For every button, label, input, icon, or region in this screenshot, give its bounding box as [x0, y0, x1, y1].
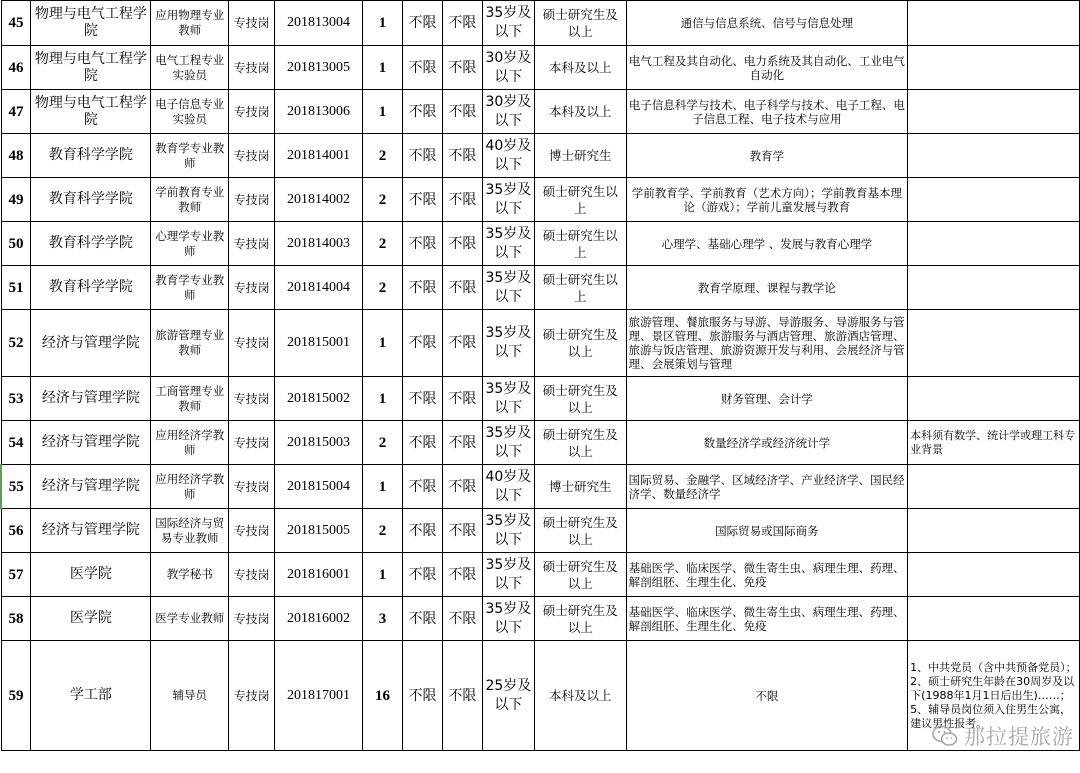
headcount-cell: 2 — [363, 509, 403, 553]
education-cell: 硕士研究生及以上 — [534, 553, 626, 597]
headcount-cell: 1 — [363, 90, 403, 134]
age-cell: 35岁及以下 — [482, 1, 534, 46]
major-cell: 电子信息科学与技术、电子科学与技术、电子工程、电子信息工程、电子技术与应用 — [626, 90, 908, 134]
position-code-cell: 201815004 — [275, 465, 363, 509]
position-cell: 教育学专业教师 — [151, 134, 229, 178]
position-cell: 心理学专业教师 — [151, 222, 229, 266]
requirement-cell: 不限 — [402, 465, 442, 509]
post-type-cell: 专技岗 — [229, 509, 275, 553]
department-cell: 物理与电气工程学院 — [31, 90, 151, 134]
position-code-cell: 201817001 — [275, 641, 363, 751]
table-row — [1, 421, 1080, 465]
note-cell — [908, 1, 1080, 46]
major-cell: 基础医学、临床医学、微生寄生虫、病理生理、药理、解剖组胚、生理生化、免疫 — [626, 553, 908, 597]
department-cell: 经济与管理学院 — [31, 310, 151, 377]
row-number: 55 — [1, 465, 31, 509]
row-number: 59 — [1, 641, 31, 751]
headcount-cell: 2 — [363, 421, 403, 465]
requirement-cell: 不限 — [402, 1, 442, 46]
requirement-cell: 不限 — [442, 46, 482, 90]
age-cell: 35岁及以下 — [482, 509, 534, 553]
position-cell: 国际经济与贸易专业教师 — [151, 509, 229, 553]
age-cell: 35岁及以下 — [482, 266, 534, 310]
position-cell: 旅游管理专业教师 — [151, 310, 229, 377]
department-cell: 教育科学学院 — [31, 222, 151, 266]
requirement-cell: 不限 — [442, 377, 482, 421]
headcount-cell: 3 — [363, 597, 403, 641]
headcount-cell: 2 — [363, 178, 403, 222]
age-cell: 25岁及以下 — [482, 641, 534, 751]
note-cell — [908, 266, 1080, 310]
post-type-cell: 专技岗 — [229, 46, 275, 90]
position-code-cell: 201816001 — [275, 553, 363, 597]
education-cell: 硕士研究生及以上 — [534, 597, 626, 641]
education-cell: 硕士研究生以上 — [534, 222, 626, 266]
requirement-cell: 不限 — [402, 90, 442, 134]
post-type-cell: 专技岗 — [229, 266, 275, 310]
row-number: 53 — [1, 377, 31, 421]
headcount-cell: 1 — [363, 377, 403, 421]
table-row — [1, 134, 1080, 178]
department-cell: 教育科学学院 — [31, 266, 151, 310]
note-cell — [908, 178, 1080, 222]
requirement-cell: 不限 — [402, 421, 442, 465]
major-cell: 国际贸易、金融学、区域经济学、产业经济学、国民经济学、数量经济学 — [626, 465, 908, 509]
requirement-cell: 不限 — [442, 641, 482, 751]
age-cell: 35岁及以下 — [482, 178, 534, 222]
watermark-text: 那拉提旅游 — [964, 725, 1074, 749]
requirement-cell: 不限 — [442, 178, 482, 222]
requirement-cell: 不限 — [402, 266, 442, 310]
major-cell: 学前教育学、学前教育（艺术方向）；学前教育基本理论（游戏）；学前儿童发展与教育 — [626, 178, 908, 222]
position-cell: 教育学专业教师 — [151, 266, 229, 310]
education-cell: 本科及以上 — [534, 90, 626, 134]
post-type-cell: 专技岗 — [229, 597, 275, 641]
requirement-cell: 不限 — [402, 509, 442, 553]
headcount-cell: 1 — [363, 553, 403, 597]
row-number: 48 — [1, 134, 31, 178]
requirement-cell: 不限 — [402, 377, 442, 421]
headcount-cell: 1 — [363, 46, 403, 90]
note-cell — [908, 46, 1080, 90]
table-row — [1, 266, 1080, 310]
position-code-cell: 201813006 — [275, 90, 363, 134]
table-row — [1, 310, 1080, 377]
major-cell: 不限 — [626, 641, 908, 751]
headcount-cell: 1 — [363, 465, 403, 509]
headcount-cell: 1 — [363, 310, 403, 377]
table-row — [1, 465, 1080, 509]
age-cell: 30岁及以下 — [482, 46, 534, 90]
department-cell: 教育科学学院 — [31, 134, 151, 178]
row-number: 52 — [1, 310, 31, 377]
position-cell: 学前教育专业教师 — [151, 178, 229, 222]
age-cell: 35岁及以下 — [482, 377, 534, 421]
age-cell: 40岁及以下 — [482, 134, 534, 178]
education-cell: 硕士研究生及以上 — [534, 377, 626, 421]
post-type-cell: 专技岗 — [229, 465, 275, 509]
position-code-cell: 201814001 — [275, 134, 363, 178]
requirement-cell: 不限 — [442, 310, 482, 377]
row-number: 56 — [1, 509, 31, 553]
position-code-cell: 201813004 — [275, 1, 363, 46]
note-cell — [908, 509, 1080, 553]
major-cell: 教育学 — [626, 134, 908, 178]
major-cell: 旅游管理、餐旅服务与导游、导游服务、导游服务与管理、景区管理、旅游服务与酒店管理、旅游酒店管理、旅游与饭店管理、旅游资源开发与利用、会展经济与管理、会展策划与管理 — [626, 310, 908, 377]
major-cell: 教育学原理、课程与教学论 — [626, 266, 908, 310]
requirement-cell: 不限 — [402, 222, 442, 266]
headcount-cell: 1 — [363, 1, 403, 46]
note-cell: 本科须有数学、统计学或理工科专业背景 — [908, 421, 1080, 465]
requirement-cell: 不限 — [442, 509, 482, 553]
requirement-cell: 不限 — [442, 266, 482, 310]
department-cell: 教育科学学院 — [31, 178, 151, 222]
requirement-cell: 不限 — [442, 1, 482, 46]
department-cell: 学工部 — [31, 641, 151, 751]
note-cell — [908, 465, 1080, 509]
post-type-cell: 专技岗 — [229, 1, 275, 46]
major-cell: 电气工程及其自动化、电力系统及其自动化、工业电气自动化 — [626, 46, 908, 90]
row-number: 45 — [1, 1, 31, 46]
headcount-cell: 16 — [363, 641, 403, 751]
note-cell — [908, 134, 1080, 178]
major-cell: 国际贸易或国际商务 — [626, 509, 908, 553]
row-number: 46 — [1, 46, 31, 90]
position-code-cell: 201815002 — [275, 377, 363, 421]
major-cell: 财务管理、会计学 — [626, 377, 908, 421]
headcount-cell: 2 — [363, 134, 403, 178]
department-cell: 物理与电气工程学院 — [31, 46, 151, 90]
post-type-cell: 专技岗 — [229, 134, 275, 178]
note-cell — [908, 597, 1080, 641]
department-cell: 经济与管理学院 — [31, 421, 151, 465]
education-cell: 博士研究生 — [534, 465, 626, 509]
requirement-cell: 不限 — [442, 553, 482, 597]
education-cell: 硕士研究生及以上 — [534, 310, 626, 377]
table-row — [1, 597, 1080, 641]
education-cell: 硕士研究生及以上 — [534, 509, 626, 553]
requirement-cell: 不限 — [402, 553, 442, 597]
age-cell: 35岁及以下 — [482, 310, 534, 377]
table-row — [1, 46, 1080, 90]
row-number: 54 — [1, 421, 31, 465]
age-cell: 35岁及以下 — [482, 421, 534, 465]
requirement-cell: 不限 — [402, 46, 442, 90]
headcount-cell: 2 — [363, 266, 403, 310]
position-code-cell: 201815005 — [275, 509, 363, 553]
major-cell: 数量经济学或经济统计学 — [626, 421, 908, 465]
note-cell — [908, 377, 1080, 421]
note-cell — [908, 310, 1080, 377]
note-cell: 1、中共党员（含中共预备党员）；2、硕士研究生年龄在30周岁及以下(1988年1月1日后出生)……；5、辅导员岗位须入住男生公寓，建议男性报考。 — [908, 641, 1080, 751]
position-code-cell: 201813005 — [275, 46, 363, 90]
age-cell: 35岁及以下 — [482, 222, 534, 266]
department-cell: 医学院 — [31, 553, 151, 597]
row-number: 47 — [1, 90, 31, 134]
position-code-cell: 201814002 — [275, 178, 363, 222]
requirement-cell: 不限 — [442, 90, 482, 134]
note-cell — [908, 553, 1080, 597]
position-cell: 电子信息专业实验员 — [151, 90, 229, 134]
post-type-cell: 专技岗 — [229, 421, 275, 465]
table-row — [1, 1, 1080, 46]
requirement-cell: 不限 — [442, 597, 482, 641]
requirement-cell: 不限 — [402, 641, 442, 751]
post-type-cell: 专技岗 — [229, 310, 275, 377]
requirement-cell: 不限 — [442, 421, 482, 465]
position-cell: 应用经济学教师 — [151, 421, 229, 465]
row-number: 57 — [1, 553, 31, 597]
position-code-cell: 201814004 — [275, 266, 363, 310]
row-number: 51 — [1, 266, 31, 310]
department-cell: 经济与管理学院 — [31, 465, 151, 509]
position-cell: 电气工程专业实验员 — [151, 46, 229, 90]
post-type-cell: 专技岗 — [229, 553, 275, 597]
major-cell: 心理学、基础心理学 、发展与教育心理学 — [626, 222, 908, 266]
requirement-cell: 不限 — [402, 310, 442, 377]
row-number: 49 — [1, 178, 31, 222]
department-cell: 医学院 — [31, 597, 151, 641]
row-number: 58 — [1, 597, 31, 641]
table-row — [1, 641, 1080, 751]
education-cell: 硕士研究生及以上 — [534, 1, 626, 46]
post-type-cell: 专技岗 — [229, 178, 275, 222]
major-cell: 通信与信息系统、信号与信息处理 — [626, 1, 908, 46]
position-cell: 辅导员 — [151, 641, 229, 751]
table-row — [1, 222, 1080, 266]
headcount-cell: 2 — [363, 222, 403, 266]
position-code-cell: 201814003 — [275, 222, 363, 266]
table-row — [1, 178, 1080, 222]
note-cell — [908, 90, 1080, 134]
education-cell: 硕士研究生及以上 — [534, 421, 626, 465]
position-cell: 医学专业教师 — [151, 597, 229, 641]
position-cell: 教学秘书 — [151, 553, 229, 597]
major-cell: 基础医学、临床医学、微生寄生虫、病理生理、药理、解剖组胚、生理生化、免疫 — [626, 597, 908, 641]
department-cell: 经济与管理学院 — [31, 509, 151, 553]
position-code-cell: 201816002 — [275, 597, 363, 641]
note-cell — [908, 222, 1080, 266]
row-number: 50 — [1, 222, 31, 266]
age-cell: 35岁及以下 — [482, 553, 534, 597]
table-row — [1, 509, 1080, 553]
age-cell: 40岁及以下 — [482, 465, 534, 509]
post-type-cell: 专技岗 — [229, 641, 275, 751]
department-cell: 物理与电气工程学院 — [31, 1, 151, 46]
education-cell: 博士研究生 — [534, 134, 626, 178]
age-cell: 35岁及以下 — [482, 597, 534, 641]
post-type-cell: 专技岗 — [229, 222, 275, 266]
requirement-cell: 不限 — [442, 465, 482, 509]
table-row — [1, 90, 1080, 134]
age-cell: 30岁及以下 — [482, 90, 534, 134]
position-code-cell: 201815003 — [275, 421, 363, 465]
education-cell: 本科及以上 — [534, 46, 626, 90]
department-cell: 经济与管理学院 — [31, 377, 151, 421]
requirement-cell: 不限 — [402, 597, 442, 641]
post-type-cell: 专技岗 — [229, 90, 275, 134]
table-body — [1, 1, 1080, 751]
requirement-cell: 不限 — [402, 134, 442, 178]
position-cell: 工商管理专业教师 — [151, 377, 229, 421]
position-cell: 应用物理专业教师 — [151, 1, 229, 46]
requirement-cell: 不限 — [402, 178, 442, 222]
education-cell: 硕士研究生以上 — [534, 266, 626, 310]
position-code-cell: 201815001 — [275, 310, 363, 377]
education-cell: 硕士研究生以上 — [534, 178, 626, 222]
post-type-cell: 专技岗 — [229, 377, 275, 421]
table-row — [1, 377, 1080, 421]
position-cell: 应用经济学教师 — [151, 465, 229, 509]
requirement-cell: 不限 — [442, 134, 482, 178]
table-row — [1, 553, 1080, 597]
requirement-cell: 不限 — [442, 222, 482, 266]
education-cell: 本科及以上 — [534, 641, 626, 751]
